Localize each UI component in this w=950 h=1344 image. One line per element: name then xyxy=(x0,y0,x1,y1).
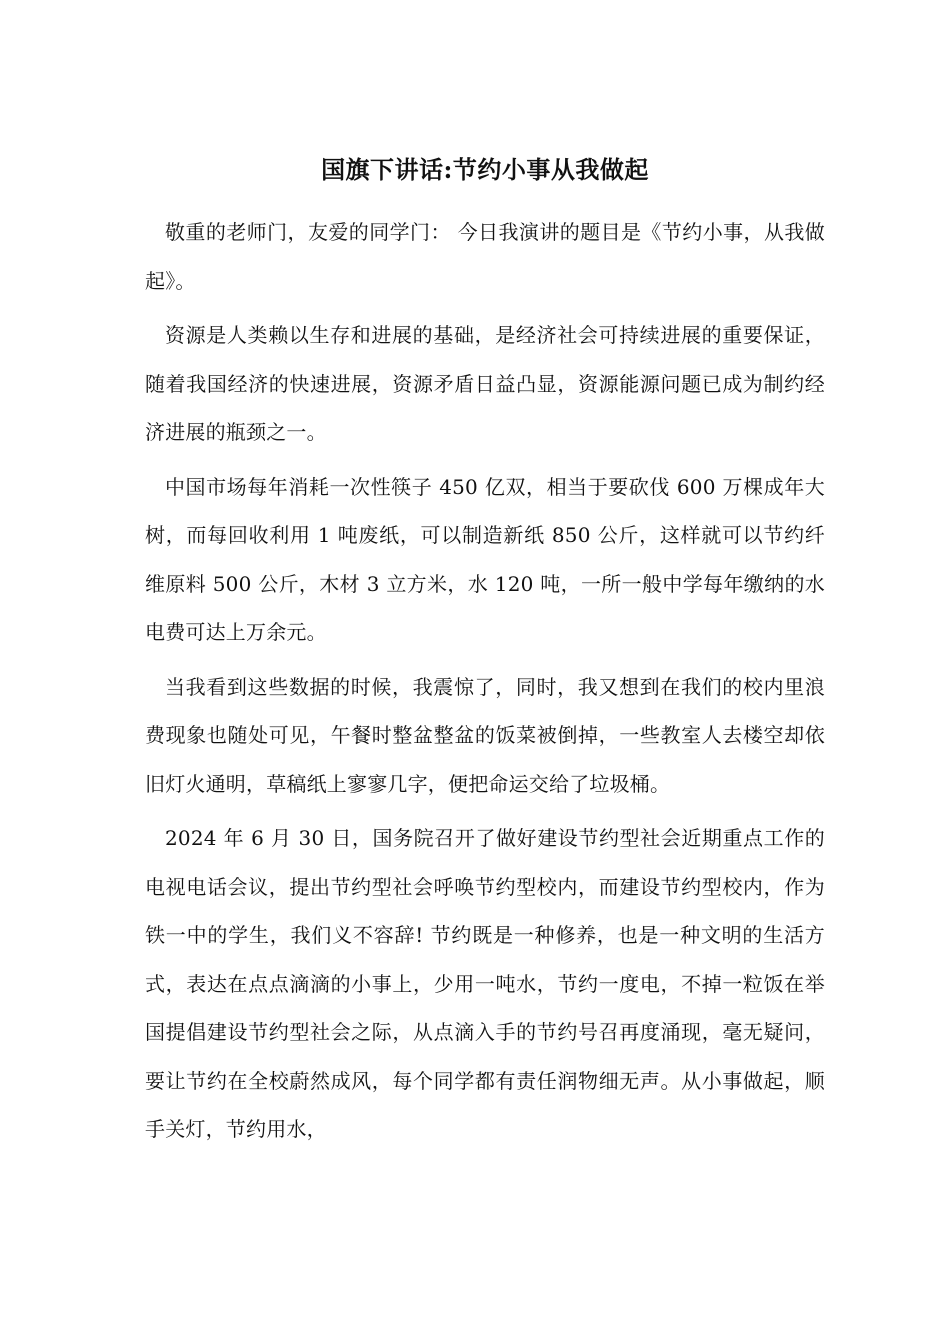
paragraph-statistics: 中国市场每年消耗一次性筷子 450 亿双，相当于要砍伐 600 万棵成年大树，而每回收利用 1 吨废纸，可以制造新纸 850 公斤，这样就可以节约纤维原料 500 公斤，木材 3 立方米，水 120 吨，一所一般中学每年缴纳的水电费可达上万余元。 xyxy=(145,474,825,644)
paragraph-waste: 当我看到这些数据的时候，我震惊了，同时，我又想到在我们的校内里浪费现象也随处可见，午餐时整盆整盆的饭菜被倒掉，一些教室人去楼空却依旧灯火通明，草稿纸上寥寥几字，便把命运交给了垃圾桶。 xyxy=(145,674,825,796)
document-body xyxy=(145,148,825,1160)
paragraph-call-to-action: 2024 年 6 月 30 日，国务院召开了做好建设节约型社会近期重点工作的电视电话会议，提出节约型社会呼唤节约型校内，而建设节约型校内，作为铁一中的学生，我们义不容辞! 节约既是一种修养，也是一种文明的生活方式，表达在点点滴滴的小事上，少用一吨水，节约一度电，不掉一粒饭在举国提倡建设节约型社会之际，从点滴入手的节约号召再度涌现，毫无疑问，要让节约在全校蔚然成风，每个同学都有责任润物细无声。从小事做起，顺手关灯，节约用水， xyxy=(145,826,825,1141)
paragraph-resources: 资源是人类赖以生存和进展的基础，是经济社会可持续进展的重要保证，随着我国经济的快速进展，资源矛盾日益凸显，资源能源问题已成为制约经济进展的瓶颈之一。 xyxy=(145,323,825,444)
document-title: 国旗下讲话:节约小事从我做起 xyxy=(321,155,649,184)
paragraph-greeting: 敬重的老师门，友爱的同学门： 今日我演讲的题目是《节约小事，从我做起》。 xyxy=(145,220,825,293)
